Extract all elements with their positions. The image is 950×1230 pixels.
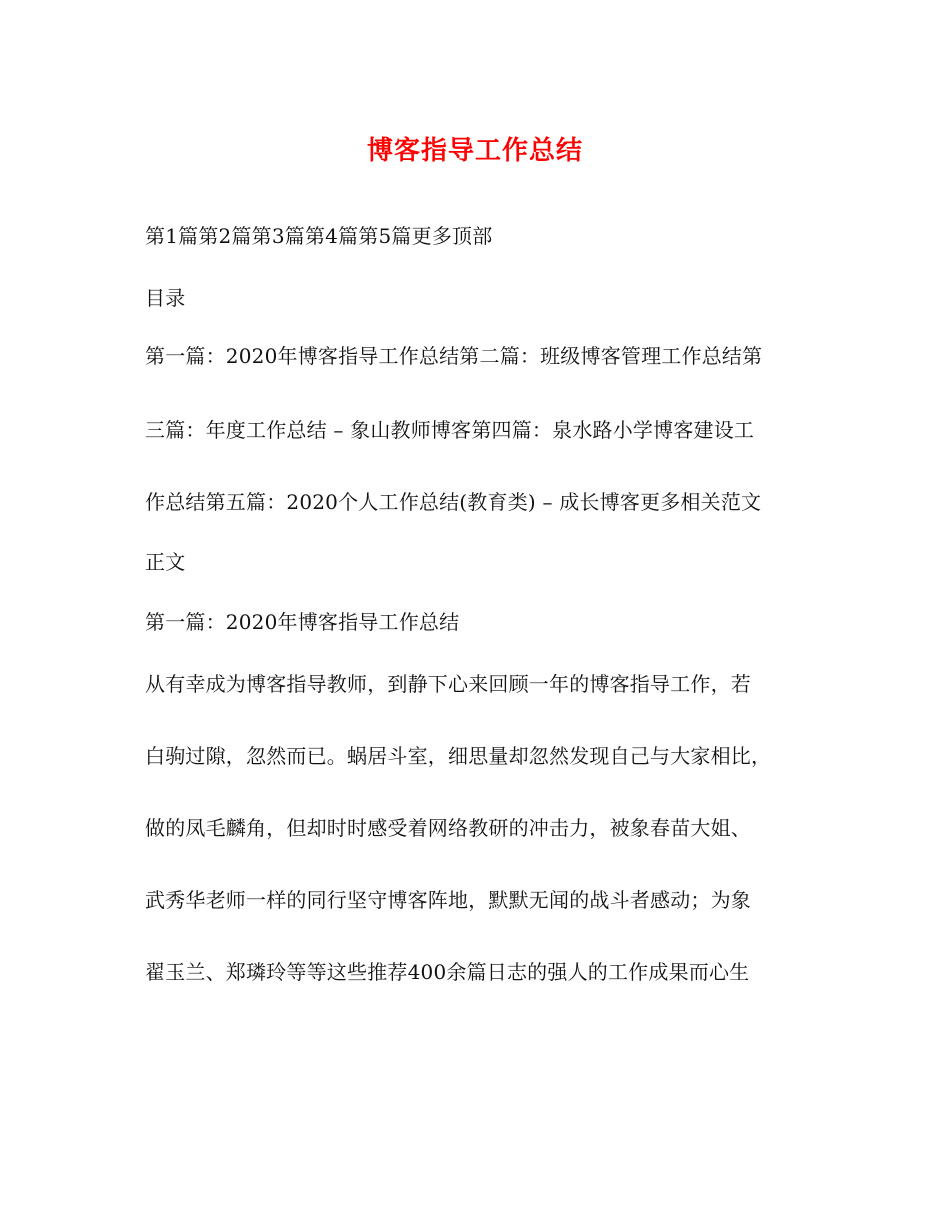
paragraph-line: 翟玉兰、郑璘玲等等这些推荐400余篇日志的强人的工作成果而心生 <box>145 960 750 984</box>
document-title: 博客指导工作总结 <box>366 136 583 166</box>
paragraph-line: 白驹过隙，忽然而已。蜗居斗室，细思量却忽然发现自己与大家相比， <box>145 744 772 768</box>
body-heading: 正文 <box>145 550 186 574</box>
paragraph-line: 从有幸成为博客指导教师，到静下心来回顾一年的博客指导工作，若 <box>145 672 751 696</box>
toc-line: 三篇：年度工作总结 – 象山教师博客第四篇：泉水路小学博客建设工 <box>145 418 755 442</box>
paragraph-line: 武秀华老师一样的同行坚守博客阵地，默默无闻的战斗者感动；为象 <box>145 888 751 912</box>
toc-line: 作总结第五篇：2020个人工作总结(教育类) – 成长博客更多相关范文 <box>145 490 762 514</box>
toc-heading: 目录 <box>145 286 186 310</box>
chapter-nav-line: 第1篇第2篇第3篇第4篇第5篇更多顶部 <box>145 224 493 248</box>
paragraph-line: 做的凤毛麟角，但却时时感受着网络教研的冲击力，被象春苗大姐、 <box>145 816 751 840</box>
section-heading: 第一篇：2020年博客指导工作总结 <box>145 610 460 634</box>
toc-line: 第一篇：2020年博客指导工作总结第二篇：班级博客管理工作总结第 <box>145 344 763 368</box>
